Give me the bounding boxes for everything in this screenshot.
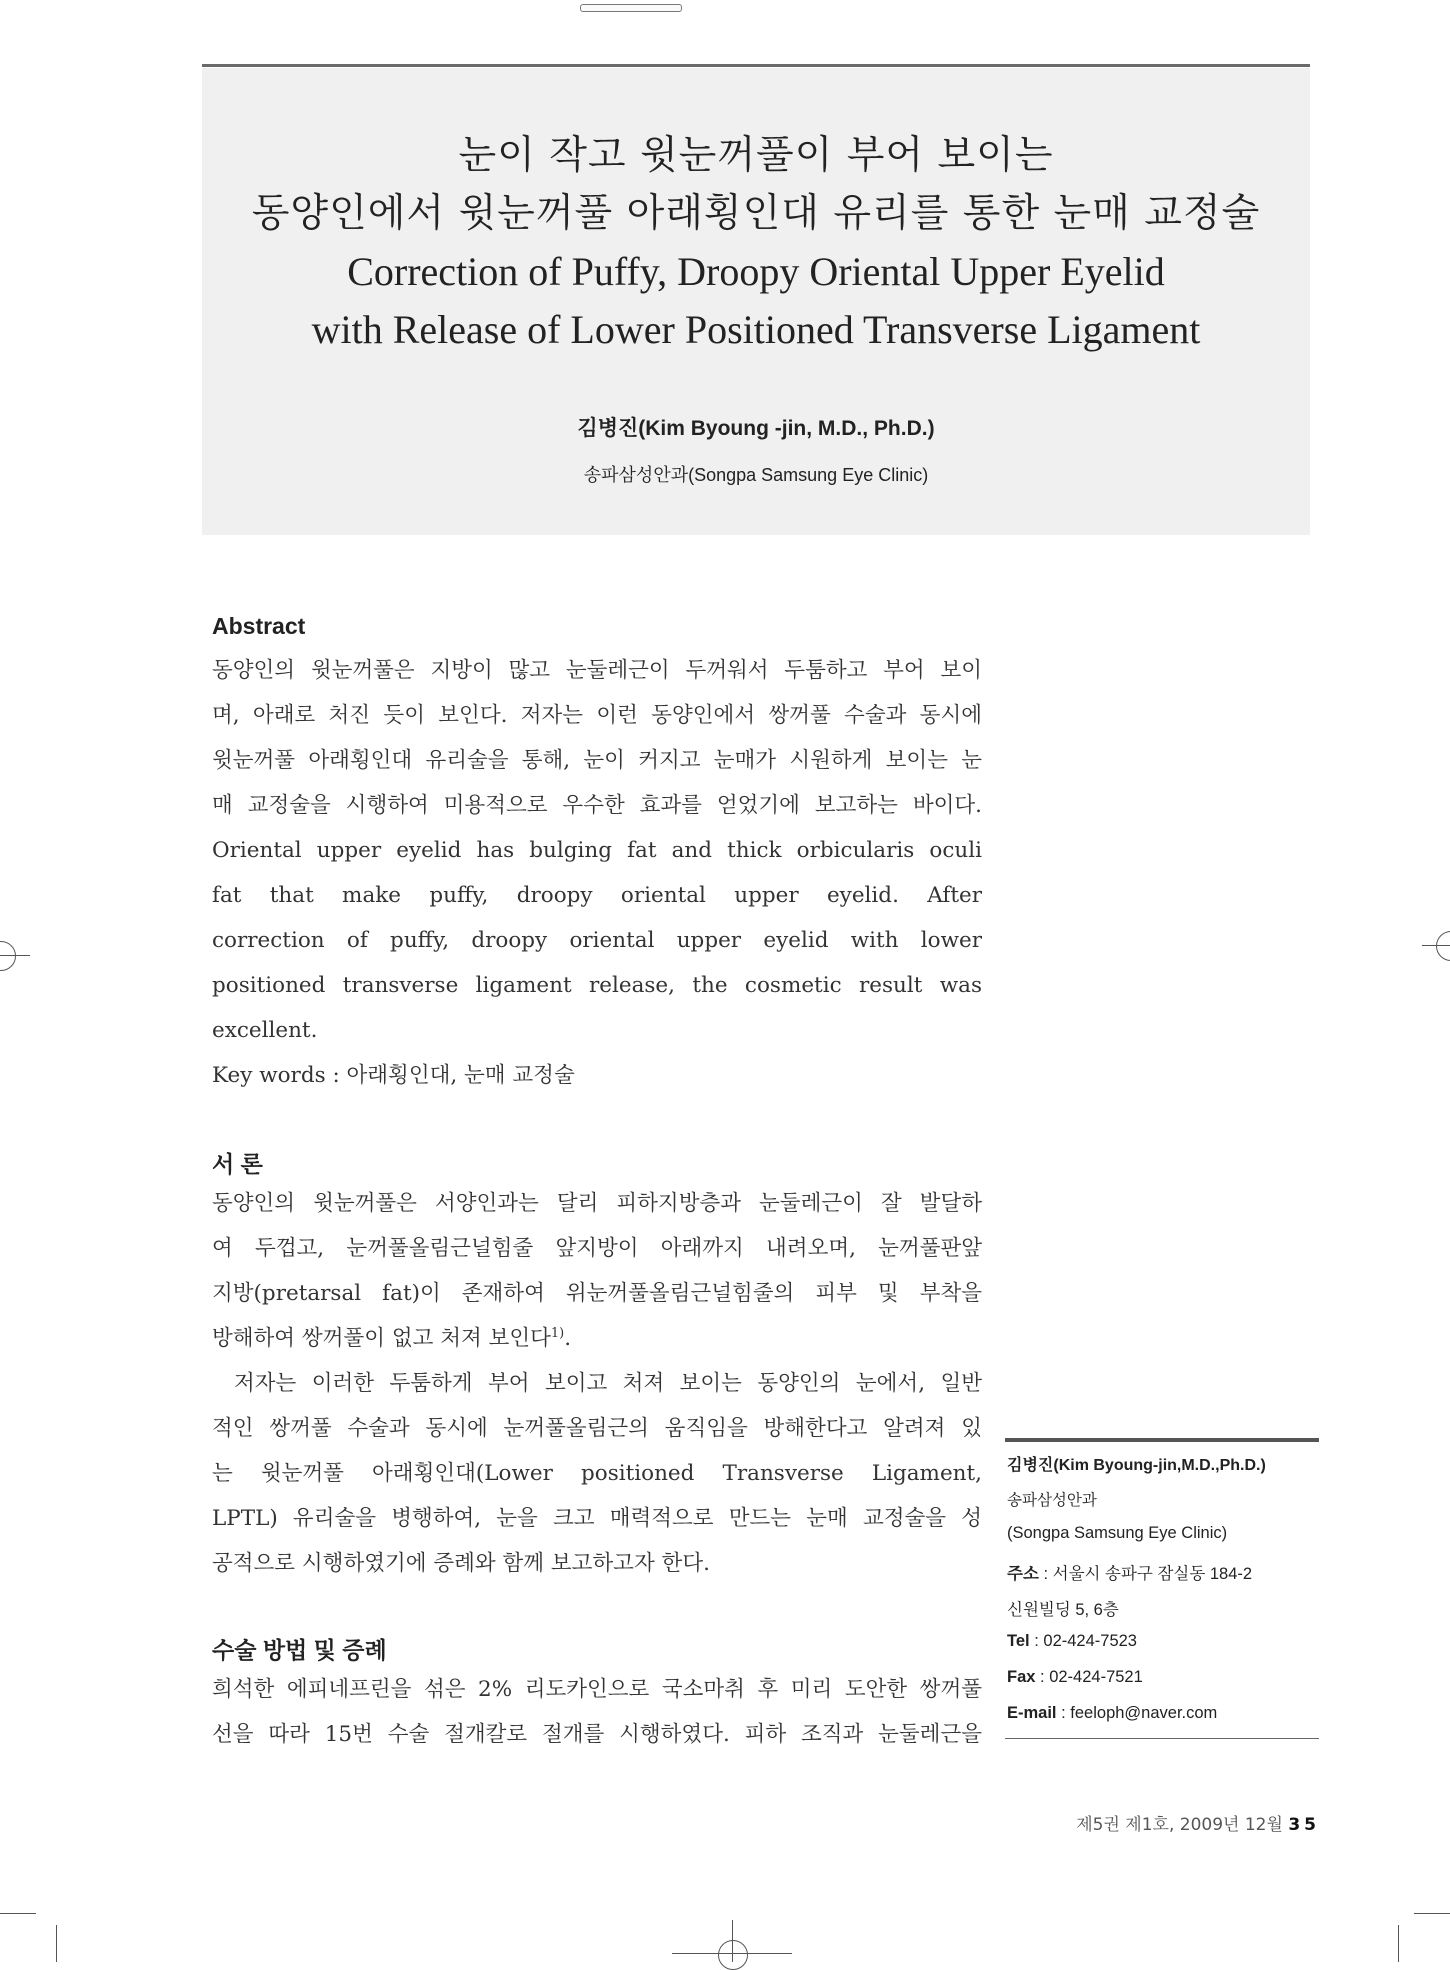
sidebar-top-rule [1005, 1438, 1319, 1442]
email-label: E-mail [1007, 1704, 1057, 1722]
intro-line: 공적으로 시행하였기에 증례와 함께 보고하고자 한다. [212, 1551, 710, 1576]
intro-line: 적인 쌍꺼풀 수술과 동시에 눈꺼풀올림근의 움직임을 방해한다고 알려져 있 [212, 1416, 982, 1441]
intro-line: 여 두껍고, 눈꺼풀올림근널힘줄 앞지방이 아래까지 내려오며, 눈꺼풀판앞 [212, 1236, 982, 1261]
intro-line: 는 윗눈꺼풀 아래횡인대(Lower positioned Transverse Ligament, [212, 1461, 982, 1486]
sidebar-clinic-en: (Songpa Samsung Eye Clinic) [1007, 1524, 1228, 1542]
intro-line: 저자는 이러한 두툼하게 부어 보이고 처져 보이는 동양인의 눈에서, 일반 [234, 1371, 982, 1396]
address-label: 주소 [1007, 1565, 1039, 1583]
methods-body [212, 1667, 982, 1757]
page-number: 35 [1288, 1815, 1320, 1835]
reference-mark: 1) [550, 1325, 565, 1341]
sentence-end: . [564, 1326, 572, 1351]
english-title-line-2: with Release of Lower Positioned Transverse Ligament [311, 307, 1201, 352]
fax-label: Fax [1007, 1668, 1036, 1686]
korean-title-line-2: 동양인에서 윗눈꺼풀 아래횡인대 유리를 통한 눈매 교정술 [251, 191, 1261, 236]
abstract-line: positioned transverse ligament release, the cosmetic result was [212, 973, 982, 998]
sidebar-fax: Fax : 02-424-7521 [1007, 1668, 1143, 1686]
tel-number: 02-424-7523 [1043, 1632, 1137, 1650]
page-footer [1030, 1810, 1320, 1835]
header-rule [202, 64, 1310, 67]
introduction-body [212, 1181, 982, 1586]
intro-line: 방해하여 쌍꺼풀이 없고 처져 보인다 [212, 1326, 551, 1351]
abstract-line: excellent. [212, 1018, 318, 1043]
english-title-line-1: Correction of Puffy, Droopy Oriental Upper Eyelid [347, 249, 1165, 294]
sidebar-tel: Tel : 02-424-7523 [1007, 1632, 1137, 1650]
sidebar-address-line-2: 신원빌딩 5, 6층 [1007, 1601, 1119, 1619]
keywords: Key words : 아래횡인대, 눈매 교정술 [212, 1063, 575, 1088]
sidebar-clinic-ko: 송파삼성안과 [1007, 1492, 1097, 1509]
abstract-line: correction of puffy, droopy oriental upper eyelid with lower [212, 928, 982, 953]
affiliation: 송파삼성안과(Songpa Samsung Eye Clinic) [583, 465, 929, 485]
sidebar-email: E-mail : feeloph@naver.com [1007, 1704, 1218, 1722]
tel-label: Tel [1007, 1632, 1030, 1650]
abstract-line: 윗눈꺼풀 아래횡인대 유리술을 통해, 눈이 커지고 눈매가 시원하게 보이는 눈 [212, 748, 982, 773]
intro-line-with-reference [212, 1316, 982, 1361]
author: 김병진(Kim Byoung -jin, M.D., Ph.D.) [577, 417, 935, 440]
abstract-heading: Abstract [212, 613, 306, 639]
top-binding-mark [580, 4, 682, 12]
intro-line: LPTL) 유리술을 병행하여, 눈을 크고 매력적으로 만드는 눈매 교정술을 성 [212, 1506, 982, 1531]
sidebar-author: 김병진(Kim Byoung-jin,M.D.,Ph.D.) [1007, 1457, 1266, 1474]
abstract-line: 매 교정술을 시행하여 미용적으로 우수한 효과를 얻었기에 보고하는 바이다. [212, 793, 982, 818]
methods-line: 선을 따라 15번 수술 절개칼로 절개를 시행하였다. 피하 조직과 눈둘레근을 [212, 1722, 982, 1747]
email-address: feeloph@naver.com [1070, 1704, 1218, 1722]
korean-title-line-1: 눈이 작고 윗눈꺼풀이 부어 보이는 [458, 133, 1054, 178]
abstract-body [212, 648, 982, 1098]
sidebar-address: 주소 : 서울시 송파구 잠실동 184-2 [1007, 1565, 1253, 1583]
abstract-line: fat that make puffy, droopy oriental upper eyelid. After [212, 883, 982, 908]
methods-line: 희석한 에피네프린을 섞은 2% 리도카인으로 국소마취 후 미리 도안한 쌍꺼풀 [212, 1677, 982, 1702]
sidebar-bottom-rule [1005, 1738, 1319, 1739]
introduction-heading: 서 론 [212, 1151, 263, 1177]
issue-info: 제5권 제1호, 2009년 12월 [1076, 1815, 1283, 1835]
intro-line: 지방(pretarsal fat)이 존재하여 위눈꺼풀올림근널힘줄의 피부 및 부착을 [212, 1281, 982, 1306]
fax-number: 02-424-7521 [1049, 1668, 1143, 1686]
address-line-1: 서울시 송파구 잠실동 184-2 [1052, 1565, 1253, 1583]
methods-heading: 수술 방법 및 증례 [212, 1637, 387, 1663]
abstract-line: 동양인의 윗눈꺼풀은 지방이 많고 눈둘레근이 두꺼워서 두툼하고 부어 보이 [212, 658, 982, 683]
abstract-line: 며, 아래로 처진 듯이 보인다. 저자는 이런 동양인에서 쌍꺼풀 수술과 동시에 [212, 703, 982, 728]
intro-line: 동양인의 윗눈꺼풀은 서양인과는 달리 피하지방층과 눈둘레근이 잘 발달하 [212, 1191, 982, 1216]
abstract-line: Oriental upper eyelid has bulging fat and thick orbicularis oculi [212, 838, 982, 863]
